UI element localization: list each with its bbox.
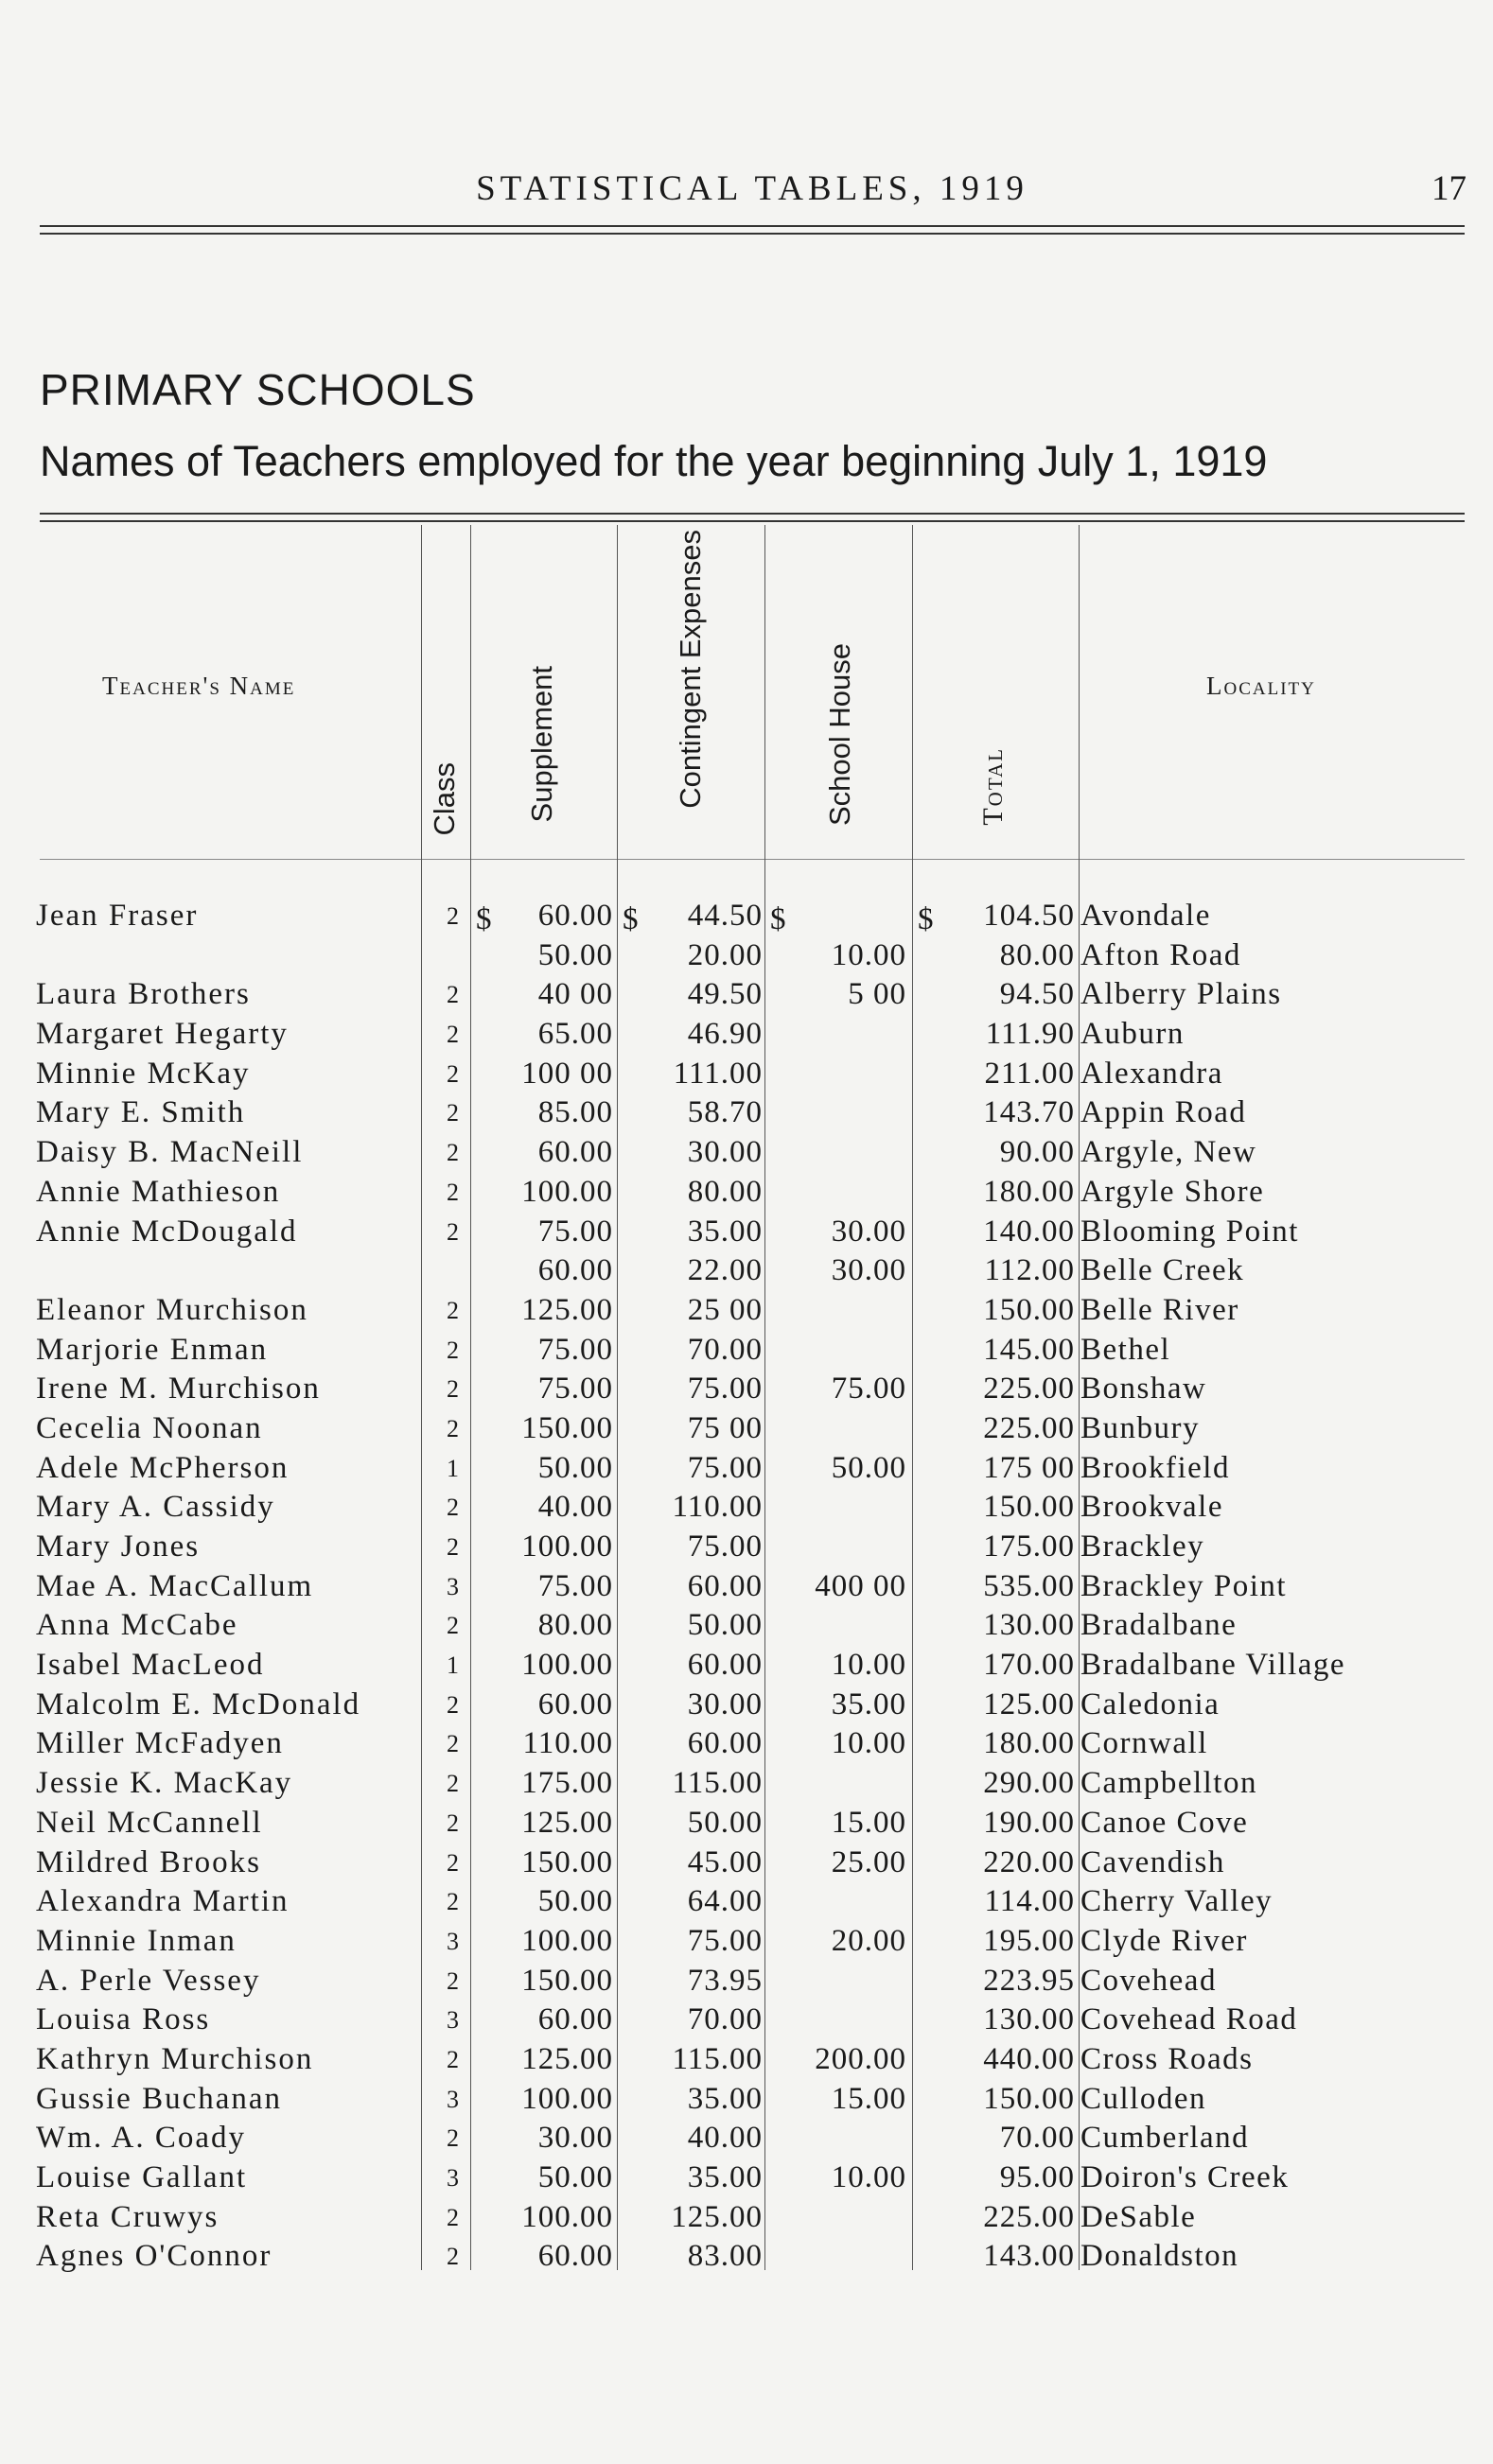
teacher-name: Louisa Ross xyxy=(36,2002,211,2037)
table-row xyxy=(0,2001,1493,2040)
school-house-cell: 35.00 xyxy=(831,1686,906,1721)
total-cell: 112.00 xyxy=(984,1253,1075,1288)
locality-cell: Avondale xyxy=(1080,899,1211,933)
locality-cell: Belle River xyxy=(1080,1292,1239,1327)
dollar-sign: $ xyxy=(918,902,934,936)
table-row xyxy=(0,1567,1493,1607)
supplement-cell: 125.00 xyxy=(521,2041,613,2076)
contingent-cell: 110.00 xyxy=(672,1490,763,1525)
table-row xyxy=(0,2158,1493,2198)
school-house-cell: 10.00 xyxy=(831,1648,906,1683)
locality-cell: Cavendish xyxy=(1080,1844,1225,1879)
total-cell: 175 00 xyxy=(983,1450,1075,1485)
locality-cell: Campbellton xyxy=(1080,1766,1257,1801)
total-cell: 223.95 xyxy=(983,1963,1075,1998)
teacher-name: Agnes O'Connor xyxy=(36,2239,272,2274)
class-cell: 3 xyxy=(447,2006,459,2035)
supplement-cell: 40.00 xyxy=(537,1490,613,1525)
table-row xyxy=(0,1173,1493,1213)
teacher-name: Isabel MacLeod xyxy=(36,1648,265,1683)
class-cell: 2 xyxy=(447,2045,459,2073)
header-rule-bottom xyxy=(40,233,1465,235)
header-rule-top xyxy=(40,225,1465,227)
table-row xyxy=(0,1055,1493,1094)
teacher-name: Alexandra Martin xyxy=(36,1884,290,1919)
col-header-teacher-name: Teacher's Name xyxy=(102,672,296,700)
page-number: 17 xyxy=(1432,169,1467,208)
supplement-cell: 150.00 xyxy=(521,1410,613,1445)
total-cell: 150.00 xyxy=(983,1490,1075,1525)
supplement-cell: 75.00 xyxy=(537,1214,613,1249)
supplement-cell: 50.00 xyxy=(537,937,613,972)
supplement-cell: 75.00 xyxy=(537,1568,613,1603)
locality-cell: Belle Creek xyxy=(1080,1253,1245,1288)
class-cell: 2 xyxy=(447,1533,459,1561)
contingent-cell: 115.00 xyxy=(672,1766,763,1801)
supplement-cell: 125.00 xyxy=(521,1805,613,1840)
supplement-cell: 80.00 xyxy=(537,1608,613,1643)
supplement-cell: 65.00 xyxy=(537,1017,613,1052)
locality-cell: Bradalbane xyxy=(1080,1608,1238,1643)
total-cell: 111.90 xyxy=(985,1017,1075,1052)
total-cell: 114.00 xyxy=(984,1884,1075,1919)
supplement-cell: 50.00 xyxy=(537,1884,613,1919)
class-cell: 2 xyxy=(447,1178,459,1206)
locality-cell: Appin Road xyxy=(1080,1095,1247,1130)
teacher-name: Jessie K. MacKay xyxy=(36,1766,293,1801)
locality-cell: Alberry Plains xyxy=(1080,977,1282,1012)
class-cell: 2 xyxy=(447,1375,459,1404)
total-cell: 150.00 xyxy=(983,2081,1075,2116)
running-title: STATISTICAL TABLES, 1919 xyxy=(476,169,1028,208)
supplement-cell: 60.00 xyxy=(537,2002,613,2037)
class-cell: 2 xyxy=(447,1888,459,1916)
section-title: PRIMARY SCHOOLS xyxy=(40,365,476,414)
class-cell: 2 xyxy=(447,981,459,1009)
teacher-name: Adele McPherson xyxy=(36,1450,290,1485)
school-house-cell: 30.00 xyxy=(831,1214,906,1249)
table-row xyxy=(0,936,1493,976)
table-row xyxy=(0,1370,1493,1409)
table-row xyxy=(0,2237,1493,2277)
dollar-sign: $ xyxy=(623,902,639,936)
total-cell: 180.00 xyxy=(983,1174,1075,1209)
class-cell: 2 xyxy=(447,1848,459,1877)
class-cell: 2 xyxy=(447,1059,459,1088)
contingent-cell: 35.00 xyxy=(687,2160,763,2194)
col-header-contingent: Contingent Expenses xyxy=(674,530,707,809)
table-row xyxy=(0,1213,1493,1252)
locality-cell: Brookvale xyxy=(1080,1490,1223,1525)
table-row xyxy=(0,2119,1493,2158)
total-cell: 440.00 xyxy=(983,2041,1075,2076)
teacher-name: Daisy B. MacNeill xyxy=(36,1135,304,1170)
class-cell: 2 xyxy=(447,1690,459,1719)
total-cell: 175.00 xyxy=(983,1529,1075,1564)
contingent-cell: 44.50 xyxy=(687,899,763,933)
class-cell: 2 xyxy=(447,1612,459,1640)
contingent-cell: 60.00 xyxy=(687,1726,763,1761)
supplement-cell: 150.00 xyxy=(521,1963,613,1998)
class-cell: 2 xyxy=(447,1966,459,1995)
contingent-cell: 49.50 xyxy=(687,977,763,1012)
locality-cell: Brackley xyxy=(1080,1529,1205,1564)
total-cell: 225.00 xyxy=(983,1372,1075,1407)
contingent-cell: 64.00 xyxy=(687,1884,763,1919)
school-house-cell: 75.00 xyxy=(831,1372,906,1407)
total-cell: 104.50 xyxy=(983,899,1075,933)
locality-cell: Bonshaw xyxy=(1080,1372,1207,1407)
contingent-cell: 83.00 xyxy=(687,2239,763,2274)
teacher-name: Margaret Hegarty xyxy=(36,1017,289,1052)
total-cell: 95.00 xyxy=(999,2160,1075,2194)
supplement-cell: 60.00 xyxy=(537,2239,613,2274)
supplement-cell: 85.00 xyxy=(537,1095,613,1130)
table-row xyxy=(0,1606,1493,1646)
locality-cell: Bethel xyxy=(1080,1332,1171,1367)
locality-cell: Cornwall xyxy=(1080,1726,1208,1761)
table-row xyxy=(0,1449,1493,1489)
locality-cell: Donaldston xyxy=(1080,2239,1239,2274)
locality-cell: Doiron's Creek xyxy=(1080,2160,1290,2194)
page-subtitle: Names of Teachers employed for the year beginning July 1, 1919 xyxy=(40,437,1268,485)
school-house-cell: 50.00 xyxy=(831,1450,906,1485)
contingent-cell: 60.00 xyxy=(687,1568,763,1603)
class-cell: 2 xyxy=(447,1139,459,1167)
locality-cell: Cross Roads xyxy=(1080,2041,1254,2076)
teacher-name: Jean Fraser xyxy=(36,899,199,933)
total-cell: 195.00 xyxy=(983,1923,1075,1958)
total-cell: 535.00 xyxy=(983,1568,1075,1603)
locality-cell: Alexandra xyxy=(1080,1056,1223,1091)
teacher-name: Minnie McKay xyxy=(36,1056,251,1091)
locality-cell: Brackley Point xyxy=(1080,1568,1288,1603)
table-row xyxy=(0,2198,1493,2238)
contingent-cell: 80.00 xyxy=(687,1174,763,1209)
total-cell: 170.00 xyxy=(983,1648,1075,1683)
class-cell: 2 xyxy=(447,1296,459,1324)
table-row xyxy=(0,1291,1493,1331)
school-house-cell: 25.00 xyxy=(831,1844,906,1879)
locality-cell: Clyde River xyxy=(1080,1923,1248,1958)
table-row xyxy=(0,2080,1493,2120)
total-cell: 290.00 xyxy=(983,1766,1075,1801)
contingent-cell: 35.00 xyxy=(687,2081,763,2116)
supplement-cell: 60.00 xyxy=(537,1686,613,1721)
school-house-cell: 10.00 xyxy=(831,2160,906,2194)
supplement-cell: 100.00 xyxy=(521,2081,613,2116)
teacher-name: Cecelia Noonan xyxy=(36,1410,263,1445)
class-cell: 2 xyxy=(447,1021,459,1049)
total-cell: 130.00 xyxy=(983,2002,1075,2037)
table-row xyxy=(0,1488,1493,1528)
supplement-cell: 40 00 xyxy=(537,977,613,1012)
teacher-name: Mary Jones xyxy=(36,1529,201,1564)
contingent-cell: 73.95 xyxy=(687,1963,763,1998)
school-house-cell: 10.00 xyxy=(831,937,906,972)
contingent-cell: 30.00 xyxy=(687,1135,763,1170)
class-cell: 3 xyxy=(447,2085,459,2113)
table-row xyxy=(0,2040,1493,2080)
class-cell: 2 xyxy=(447,1494,459,1522)
locality-cell: Afton Road xyxy=(1080,937,1241,972)
locality-cell: Auburn xyxy=(1080,1017,1185,1052)
class-cell: 3 xyxy=(447,1572,459,1600)
contingent-cell: 75.00 xyxy=(687,1372,763,1407)
school-house-cell: 5 00 xyxy=(848,977,906,1012)
school-house-cell: 15.00 xyxy=(831,2081,906,2116)
contingent-cell: 58.70 xyxy=(687,1095,763,1130)
teacher-name: Mae A. MacCallum xyxy=(36,1568,314,1603)
contingent-cell: 22.00 xyxy=(687,1253,763,1288)
supplement-cell: 110.00 xyxy=(522,1726,613,1761)
contingent-cell: 46.90 xyxy=(687,1017,763,1052)
teacher-name: Mildred Brooks xyxy=(36,1844,261,1879)
contingent-cell: 75.00 xyxy=(687,1450,763,1485)
teacher-name: Eleanor Murchison xyxy=(36,1292,308,1327)
table-row xyxy=(0,1015,1493,1055)
table-row xyxy=(0,1133,1493,1173)
table-row xyxy=(0,1804,1493,1844)
col-header-supplement: Supplement xyxy=(525,666,558,823)
teacher-name: Neil McCannell xyxy=(36,1805,263,1840)
total-cell: 130.00 xyxy=(983,1608,1075,1643)
supplement-cell: 75.00 xyxy=(537,1372,613,1407)
contingent-cell: 50.00 xyxy=(687,1608,763,1643)
supplement-cell: 30.00 xyxy=(537,2121,613,2156)
locality-cell: Caledonia xyxy=(1080,1686,1221,1721)
total-cell: 190.00 xyxy=(983,1805,1075,1840)
class-cell: 2 xyxy=(447,2124,459,2153)
total-cell: 143.70 xyxy=(983,1095,1075,1130)
teacher-name: Annie McDougald xyxy=(36,1214,298,1249)
table-row xyxy=(0,1764,1493,1804)
school-house-cell: 20.00 xyxy=(831,1923,906,1958)
teacher-name: Laura Brothers xyxy=(36,977,251,1012)
supplement-cell: 100.00 xyxy=(521,1174,613,1209)
total-cell: 220.00 xyxy=(983,1844,1075,1879)
total-cell: 150.00 xyxy=(983,1292,1075,1327)
table-row xyxy=(0,1251,1493,1291)
teacher-name: Irene M. Murchison xyxy=(36,1372,321,1407)
teacher-name: Anna McCabe xyxy=(36,1608,238,1643)
dollar-sign: $ xyxy=(770,902,786,936)
locality-cell: Argyle, New xyxy=(1080,1135,1257,1170)
class-cell: 2 xyxy=(447,1336,459,1364)
school-house-cell: 400 00 xyxy=(815,1568,906,1603)
teacher-name: Louise Gallant xyxy=(36,2160,248,2194)
teacher-name: Gussie Buchanan xyxy=(36,2081,283,2116)
locality-cell: Cherry Valley xyxy=(1080,1884,1273,1919)
contingent-cell: 35.00 xyxy=(687,1214,763,1249)
locality-cell: Bradalbane Village xyxy=(1080,1648,1346,1683)
supplement-cell: 60.00 xyxy=(537,1135,613,1170)
class-cell: 1 xyxy=(447,1651,459,1680)
class-cell: 2 xyxy=(447,1414,459,1442)
teacher-table-body xyxy=(0,897,1493,2277)
locality-cell: Culloden xyxy=(1080,2081,1206,2116)
teacher-name: Annie Mathieson xyxy=(36,1174,281,1209)
teacher-name: Mary E. Smith xyxy=(36,1095,246,1130)
contingent-cell: 30.00 xyxy=(687,1686,763,1721)
supplement-cell: 175.00 xyxy=(521,1766,613,1801)
teacher-name: Kathryn Murchison xyxy=(36,2041,314,2076)
class-cell: 2 xyxy=(447,1217,459,1246)
supplement-cell: 60.00 xyxy=(537,899,613,933)
locality-cell: Covehead xyxy=(1080,1963,1217,1998)
school-house-cell: 200.00 xyxy=(815,2041,906,2076)
contingent-cell: 60.00 xyxy=(687,1648,763,1683)
teacher-name: Miller McFadyen xyxy=(36,1726,284,1761)
locality-cell: Bunbury xyxy=(1080,1410,1200,1445)
total-cell: 145.00 xyxy=(983,1332,1075,1367)
locality-cell: Brookfield xyxy=(1080,1450,1230,1485)
teacher-name: Mary A. Cassidy xyxy=(36,1490,275,1525)
table-row xyxy=(0,975,1493,1015)
supplement-cell: 75.00 xyxy=(537,1332,613,1367)
school-house-cell: 15.00 xyxy=(831,1805,906,1840)
contingent-cell: 75.00 xyxy=(687,1529,763,1564)
supplement-cell: 50.00 xyxy=(537,1450,613,1485)
class-cell: 3 xyxy=(447,2164,459,2192)
table-row xyxy=(0,1646,1493,1686)
total-cell: 70.00 xyxy=(999,2121,1075,2156)
contingent-cell: 70.00 xyxy=(687,1332,763,1367)
total-cell: 94.50 xyxy=(999,977,1075,1012)
col-header-class: Class xyxy=(428,762,461,836)
teacher-name: Wm. A. Coady xyxy=(36,2121,246,2156)
header-rule-under xyxy=(40,859,1465,860)
school-house-cell: 30.00 xyxy=(831,1253,906,1288)
col-header-locality: Locality xyxy=(1206,672,1316,700)
teacher-name: Minnie Inman xyxy=(36,1923,237,1958)
dollar-sign: $ xyxy=(476,902,492,936)
contingent-cell: 115.00 xyxy=(672,2041,763,2076)
contingent-cell: 125.00 xyxy=(671,2199,763,2234)
class-cell: 2 xyxy=(447,1770,459,1798)
total-cell: 80.00 xyxy=(999,937,1075,972)
contingent-cell: 45.00 xyxy=(687,1844,763,1879)
supplement-cell: 60.00 xyxy=(537,1253,613,1288)
class-cell: 2 xyxy=(447,1730,459,1758)
class-cell: 2 xyxy=(447,902,459,930)
total-cell: 90.00 xyxy=(999,1135,1075,1170)
table-rule-top-2 xyxy=(40,520,1465,522)
table-row xyxy=(0,1962,1493,2001)
table-row xyxy=(0,1686,1493,1725)
table-row xyxy=(0,1724,1493,1764)
running-head xyxy=(38,168,1467,216)
contingent-cell: 50.00 xyxy=(687,1805,763,1840)
supplement-cell: 100.00 xyxy=(521,1923,613,1958)
col-header-school-house: School House xyxy=(823,643,856,827)
class-cell: 1 xyxy=(447,1454,459,1482)
table-row xyxy=(0,1922,1493,1962)
locality-cell: Argyle Shore xyxy=(1080,1174,1265,1209)
class-cell: 3 xyxy=(447,1927,459,1955)
contingent-cell: 20.00 xyxy=(687,937,763,972)
locality-cell: Cumberland xyxy=(1080,2121,1250,2156)
contingent-cell: 111.00 xyxy=(673,1056,763,1091)
total-cell: 125.00 xyxy=(983,1686,1075,1721)
class-cell: 2 xyxy=(447,2203,459,2231)
locality-cell: Blooming Point xyxy=(1080,1214,1299,1249)
total-cell: 180.00 xyxy=(983,1726,1075,1761)
supplement-cell: 50.00 xyxy=(537,2160,613,2194)
table-row xyxy=(0,1882,1493,1922)
supplement-cell: 100.00 xyxy=(521,2199,613,2234)
contingent-cell: 70.00 xyxy=(687,2002,763,2037)
supplement-cell: 100 00 xyxy=(521,1056,613,1091)
class-cell: 2 xyxy=(447,1099,459,1127)
teacher-name: A. Perle Vessey xyxy=(36,1963,261,1998)
table-row xyxy=(0,1331,1493,1371)
class-cell: 2 xyxy=(447,1809,459,1837)
locality-cell: Covehead Road xyxy=(1080,2002,1298,2037)
table-row xyxy=(0,1093,1493,1133)
total-cell: 143.00 xyxy=(983,2239,1075,2274)
supplement-cell: 100.00 xyxy=(521,1648,613,1683)
locality-cell: DeSable xyxy=(1080,2199,1197,2234)
teacher-name: Reta Cruwys xyxy=(36,2199,220,2234)
table-rule-top-1 xyxy=(40,513,1465,515)
contingent-cell: 75 00 xyxy=(687,1410,763,1445)
table-row xyxy=(0,897,1493,936)
total-cell: 225.00 xyxy=(983,1410,1075,1445)
teacher-name: Marjorie Enman xyxy=(36,1332,269,1367)
supplement-cell: 125.00 xyxy=(521,1292,613,1327)
table-row xyxy=(0,1844,1493,1883)
total-cell: 225.00 xyxy=(983,2199,1075,2234)
class-cell: 2 xyxy=(447,2243,459,2271)
contingent-cell: 40.00 xyxy=(687,2121,763,2156)
table-row xyxy=(0,1528,1493,1567)
contingent-cell: 75.00 xyxy=(687,1923,763,1958)
school-house-cell: 10.00 xyxy=(831,1726,906,1761)
locality-cell: Canoe Cove xyxy=(1080,1805,1249,1840)
table-row xyxy=(0,1409,1493,1449)
teacher-name: Malcolm E. McDonald xyxy=(36,1686,361,1721)
supplement-cell: 150.00 xyxy=(521,1844,613,1879)
total-cell: 211.00 xyxy=(984,1056,1075,1091)
total-cell: 140.00 xyxy=(983,1214,1075,1249)
contingent-cell: 25 00 xyxy=(687,1292,763,1327)
col-header-total: Total xyxy=(977,747,1009,826)
supplement-cell: 100.00 xyxy=(521,1529,613,1564)
